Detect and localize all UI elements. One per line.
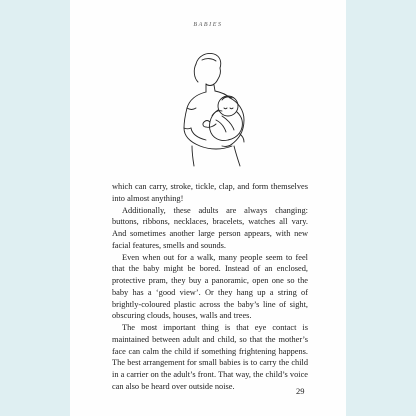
paragraph: Even when out for a walk, many people seem to feel that the baby might be bored. Instead of an enclosed, protective pram, they buy a panoramic, open one so the baby has a ‘good view’. Or they hang up a string of brightly-coloured plastic across the baby’s line of sight, obscuring clouds, houses, walls and trees. bbox=[112, 252, 308, 321]
paragraph: Additionally, these adults are always changing: buttons, ribbons, necklaces, bracelets, watches all vary. And sometimes another large person appears, with new facial features, smells and sounds. bbox=[112, 205, 308, 250]
running-head: BABIES bbox=[193, 22, 223, 28]
book-page bbox=[70, 0, 346, 416]
mother-holding-baby-illustration bbox=[162, 50, 274, 170]
paragraph: which can carry, stroke, tickle, clap, and form themselves into almost anything! bbox=[112, 182, 308, 203]
body-text bbox=[112, 181, 308, 393]
page-number: 29 bbox=[296, 386, 305, 396]
paragraph: The most important thing is that eye contact is maintained between adult and child, so that the mother’s face can calm the child if something frightening happens. The best arrangement for small babies is to carry the child in a carrier on the adult’s front. That way, the child’s voice can also be heard over outside noise. bbox=[112, 323, 308, 391]
